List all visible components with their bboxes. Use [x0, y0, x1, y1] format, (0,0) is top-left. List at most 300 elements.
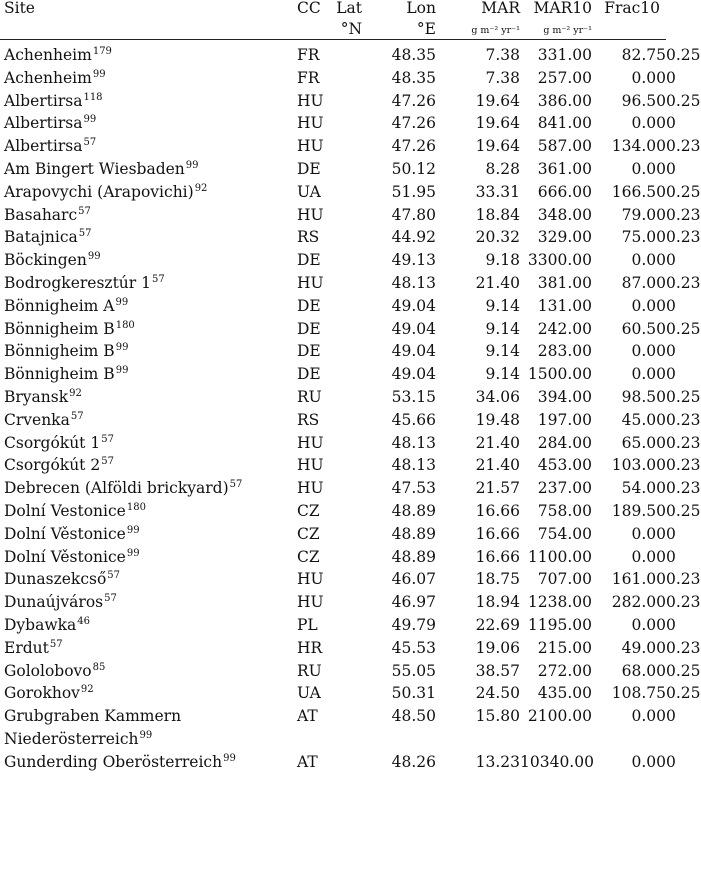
cell-site	[0, 637, 297, 660]
site-name: Csorgókút 2	[4, 456, 101, 475]
col-header-mar: MAR	[481, 0, 520, 17]
cell-country-code: HU	[297, 593, 324, 612]
cell-longitude: 16.66	[475, 547, 520, 566]
cell-longitude: 20.32	[475, 228, 520, 247]
cell-country-code: DE	[297, 159, 321, 178]
reference-number: 92	[69, 387, 82, 399]
cell-mar10: 282.00	[611, 593, 666, 612]
cell-mar: 381.00	[537, 273, 592, 292]
reference-number: 85	[92, 661, 106, 673]
cell-mar10: 68.00	[621, 661, 666, 680]
cell-mar10: 166.50	[611, 182, 666, 201]
site-name: Albertirsa	[4, 137, 83, 156]
cell-site	[0, 90, 297, 113]
site-name: Dunaújváros	[4, 593, 104, 612]
col-header-cc: CC	[297, 0, 321, 17]
cell-mar10: 108.75	[611, 684, 666, 703]
cell-latitude: 44.92	[391, 228, 436, 247]
reference-number: 57	[104, 593, 117, 605]
site-name: Dybawka	[4, 615, 77, 634]
cell-mar: 237.00	[537, 479, 592, 498]
cell-spacer	[333, 682, 362, 705]
cell-site	[0, 568, 297, 591]
cell-mar: 758.00	[537, 501, 592, 520]
cell-mar: 435.00	[537, 684, 592, 703]
site-name: Arapovychi (Arapovichi)	[4, 182, 194, 201]
cell-mar10: 49.00	[621, 638, 666, 657]
reference-number: 180	[115, 319, 135, 331]
cell-longitude: 19.48	[475, 410, 520, 429]
reference-number: 99	[115, 365, 129, 377]
cell-spacer	[333, 181, 362, 204]
cell-latitude: 53.15	[391, 387, 436, 406]
cell-mar: 394.00	[537, 387, 592, 406]
cell-country-code: RU	[297, 661, 322, 680]
cell-spacer	[333, 272, 362, 295]
cell-country-code: CZ	[297, 501, 320, 520]
reference-number: 57	[229, 479, 243, 491]
site-name: Gololobovo	[4, 661, 92, 680]
cell-longitude: 21.57	[475, 479, 520, 498]
cell-mar: 10340.00	[520, 752, 594, 771]
cell-country-code: HU	[297, 205, 324, 224]
table-row: Achenheim$^{179}$ FR 48.35 7.38 331.00 82.75 0.25	[0, 44, 666, 67]
cell-longitude: 19.64	[475, 114, 520, 133]
cell-site	[0, 409, 297, 432]
cell-spacer	[333, 386, 362, 409]
cell-site	[0, 432, 297, 455]
cell-longitude: 16.66	[475, 501, 520, 520]
table-row: Albertirsa$^{118}$ HU 47.26 19.64 386.00 96.50 0.25	[0, 90, 666, 113]
cell-site	[0, 614, 297, 637]
col-header-mar-unit: g m⁻² yr⁻¹	[471, 25, 520, 36]
site-name: Achenheim	[4, 46, 92, 64]
cell-latitude: 48.89	[391, 547, 436, 566]
cell-spacer	[333, 90, 362, 113]
cell-country-code: DE	[297, 342, 321, 361]
cell-longitude: 19.06	[475, 638, 520, 657]
cell-mar: 1195.00	[527, 615, 592, 634]
site-name: Albertirsa	[4, 91, 83, 110]
reference-number: 99	[92, 68, 106, 80]
table-row: Bönnigheim $A^{99}$ DE 49.04 9.14 131.00 0.00 0	[0, 295, 666, 318]
cell-longitude: 9.18	[485, 251, 520, 270]
table-row: Gorokhov$^{92}$ UA 50.31 24.50 435.00 108.75 0.25	[0, 682, 666, 705]
cell-site	[0, 682, 297, 705]
reference-number: 118	[83, 91, 103, 103]
cell-country-code: RS	[297, 410, 320, 429]
cell-country-code: HU	[297, 570, 324, 589]
site-name: Albertirsa	[4, 114, 83, 133]
reference-number: 99	[185, 159, 199, 171]
col-header-lon: Lon	[406, 0, 436, 17]
site-name: Dolní Věstonice	[4, 547, 126, 566]
table-row: Bönnigheim $B^{99}$ DE 49.04 9.14 1500.00 0.00 0	[0, 363, 666, 386]
reference-number: 57	[78, 228, 92, 240]
cell-site	[0, 318, 297, 341]
cell-country-code: RS	[297, 228, 320, 247]
cell-spacer	[333, 523, 362, 546]
cell-latitude: 49.04	[391, 319, 436, 338]
cell-site	[0, 272, 297, 295]
cell-mar: 331.00	[537, 46, 592, 64]
cell-mar: 386.00	[537, 91, 592, 110]
table-row: Bodrogkeresztúr $1^{57}$ HU 48.13 21.40 381.00 87.00 0.23	[0, 272, 666, 295]
table-row: Crvenka$^{57}$ RS 45.66 19.48 197.00 45.00 0.23	[0, 409, 666, 432]
cell-mar: 242.00	[537, 319, 592, 338]
cell-latitude: 49.13	[391, 251, 436, 270]
col-header-lat: Lat	[336, 0, 362, 17]
site-name: Grubgraben Kammern Niederösterreich	[4, 707, 182, 748]
cell-longitude: 13.23	[475, 752, 520, 771]
cell-longitude: 18.94	[475, 593, 520, 612]
cell-mar10: 0.00	[631, 296, 666, 315]
cell-mar: 361.00	[537, 159, 592, 178]
cell-country-code: DE	[297, 251, 321, 270]
cell-spacer	[333, 67, 362, 90]
reference-number: 57	[101, 456, 114, 468]
cell-latitude: 46.97	[391, 593, 436, 612]
cell-spacer	[333, 158, 362, 181]
col-header-lon-unit: °E	[416, 20, 436, 38]
site-name: Dolní Věstonice	[4, 524, 126, 543]
cell-country-code: HU	[297, 433, 324, 452]
table-row: Csorgókút $1^{57}$ HU 48.13 21.40 284.00 65.00 0.23	[0, 432, 666, 455]
table-row: Dybawka$^{46}$ PL 49.79 22.69 1195.00 0.00 0	[0, 614, 666, 637]
cell-country-code: RU	[297, 387, 322, 406]
cell-longitude: 19.64	[475, 91, 520, 110]
cell-country-code: DE	[297, 319, 321, 338]
cell-latitude: 51.95	[391, 182, 436, 201]
cell-mar10: 75.00	[621, 228, 666, 247]
cell-longitude: 24.50	[475, 684, 520, 703]
table-row: Csorgókút $2^{57}$ HU 48.13 21.40 453.00 103.00 0.23	[0, 454, 666, 477]
cell-mar10: 65.00	[621, 433, 666, 452]
cell-latitude: 47.26	[391, 91, 436, 110]
cell-site	[0, 112, 297, 135]
table-row: Debrecen (Alföldi brickyard)$^{57}$ HU 47.53 21.57 237.00 54.00 0.23	[0, 477, 666, 500]
table-row: Achenheim$^{99}$ FR 48.35 7.38 257.00 0.00 0	[0, 67, 666, 90]
cell-site	[0, 158, 297, 181]
cell-latitude: 55.05	[391, 661, 436, 680]
cell-mar10: 161.00	[611, 570, 666, 589]
cell-latitude: 46.07	[391, 570, 436, 589]
cell-mar10: 82.75	[621, 46, 666, 64]
cell-spacer	[333, 591, 362, 614]
cell-mar10: 60.50	[621, 319, 666, 338]
col-header-frac10: Frac10	[604, 0, 660, 17]
col-header-mar10: MAR10	[533, 0, 592, 17]
cell-longitude: 9.14	[485, 342, 520, 361]
site-name: Basaharc	[4, 205, 78, 224]
reference-number: 99	[223, 752, 236, 764]
cell-mar10: 0.00	[631, 365, 666, 384]
cell-site	[0, 44, 297, 67]
site-name: Bönnigheim B	[4, 342, 115, 361]
cell-latitude: 50.31	[391, 684, 436, 703]
cell-mar10: 54.00	[621, 479, 666, 498]
cell-latitude: 48.35	[391, 46, 436, 64]
cell-latitude: 48.13	[391, 433, 436, 452]
cell-spacer	[333, 660, 362, 683]
cell-latitude: 47.26	[391, 114, 436, 133]
cell-country-code: AT	[297, 752, 318, 771]
cell-longitude: 7.38	[485, 46, 520, 64]
cell-latitude: 50.12	[391, 159, 436, 178]
reference-number: 99	[126, 524, 140, 536]
cell-country-code: HR	[297, 638, 323, 657]
reference-number: 179	[92, 46, 112, 57]
cell-mar: 666.00	[537, 182, 592, 201]
table-row: Bönnigheim $B^{99}$ DE 49.04 9.14 283.00 0.00 0	[0, 340, 666, 363]
cell-country-code: CZ	[297, 547, 320, 566]
cell-latitude: 47.26	[391, 137, 436, 156]
cell-latitude: 48.89	[391, 524, 436, 543]
cell-spacer	[333, 751, 362, 774]
cell-mar: 131.00	[537, 296, 592, 315]
cell-longitude: 19.64	[475, 137, 520, 156]
cell-mar: 453.00	[537, 456, 592, 475]
cell-site	[0, 295, 297, 318]
site-name: Gorokhov	[4, 684, 80, 703]
cell-country-code: FR	[297, 46, 320, 64]
cell-spacer	[333, 340, 362, 363]
cell-site	[0, 660, 297, 683]
cell-longitude: 15.80	[475, 707, 520, 726]
cell-mar: 3300.00	[527, 251, 592, 270]
cell-spacer	[333, 432, 362, 455]
reference-number: 99	[83, 114, 97, 126]
cell-latitude: 48.35	[391, 68, 436, 87]
reference-number: 57	[83, 137, 97, 149]
col-header-lat-unit: °N	[340, 20, 362, 38]
cell-spacer	[333, 295, 362, 318]
cell-spacer	[333, 705, 362, 751]
cell-mar10: 103.00	[611, 456, 666, 475]
cell-spacer	[333, 112, 362, 135]
col-header-site: Site	[4, 0, 35, 17]
table-row: Dolní Věstonice$^{99}$ CZ 48.89 16.66 1100.00 0.00 0	[0, 546, 666, 569]
cell-mar10: 0.00	[631, 615, 666, 634]
cell-latitude: 49.04	[391, 342, 436, 361]
reference-number: 92	[194, 182, 208, 194]
reference-number: 57	[101, 433, 114, 445]
cell-site	[0, 751, 297, 774]
table-row: Bryansk$^{92}$ RU 53.15 34.06 394.00 98.50 0.25	[0, 386, 666, 409]
cell-longitude: 7.38	[485, 68, 520, 87]
cell-longitude: 21.40	[475, 273, 520, 292]
cell-mar: 1238.00	[527, 593, 592, 612]
reference-number: 180	[126, 501, 146, 513]
cell-mar10: 96.50	[621, 91, 666, 110]
cell-latitude: 47.80	[391, 205, 436, 224]
table-row: Bönnigheim $B^{180}$ DE 49.04 9.14 242.00 60.50 0.25	[0, 318, 666, 341]
table-row: Batajnica$^{57}$ RS 44.92 20.32 329.00 75.00 0.23	[0, 226, 666, 249]
reference-number: 99	[87, 251, 101, 263]
header-rule	[0, 39, 666, 40]
cell-mar: 841.00	[537, 114, 592, 133]
cell-mar10: 98.50	[621, 387, 666, 406]
cell-longitude: 16.66	[475, 524, 520, 543]
cell-site	[0, 454, 297, 477]
cell-country-code: HU	[297, 91, 324, 110]
cell-latitude: 49.04	[391, 365, 436, 384]
table-row: Am Bingert Wiesbaden$^{99}$ DE 50.12 8.28 361.00 0.00 0	[0, 158, 666, 181]
cell-spacer	[333, 568, 362, 591]
table-row: Dolní Vestonice$^{180}$ CZ 48.89 16.66 758.00 189.50 0.25	[0, 500, 666, 523]
cell-longitude: 18.75	[475, 570, 520, 589]
site-name: Csorgókút 1	[4, 433, 101, 452]
cell-mar: 257.00	[537, 68, 592, 87]
cell-mar10: 0.00	[631, 114, 666, 133]
site-table	[0, 44, 701, 774]
cell-spacer	[333, 500, 362, 523]
site-name: Dunaszekcső	[4, 570, 107, 589]
table-row: Albertirsa$^{57}$ HU 47.26 19.64 587.00 134.00 0.23	[0, 135, 666, 158]
cell-longitude: 9.14	[485, 319, 520, 338]
cell-site	[0, 249, 297, 272]
cell-longitude: 9.14	[485, 365, 520, 384]
cell-latitude: 48.13	[391, 273, 436, 292]
cell-country-code: DE	[297, 365, 321, 384]
cell-country-code: UA	[297, 684, 321, 703]
reference-number: 57	[78, 205, 91, 217]
cell-site	[0, 523, 297, 546]
cell-spacer	[333, 44, 362, 67]
table-header	[0, 0, 666, 40]
cell-latitude: 48.13	[391, 456, 436, 475]
cell-mar: 215.00	[537, 638, 592, 657]
cell-latitude: 45.53	[391, 638, 436, 657]
cell-site	[0, 340, 297, 363]
site-name: Bönnigheim B	[4, 319, 115, 338]
cell-spacer	[333, 363, 362, 386]
cell-spacer	[333, 226, 362, 249]
cell-mar: 754.00	[537, 524, 592, 543]
table-row: Dunaújváros$^{57}$ HU 46.97 18.94 1238.00 282.00 0.23	[0, 591, 666, 614]
cell-mar: 284.00	[537, 433, 592, 452]
cell-mar: 2100.00	[527, 707, 592, 726]
cell-country-code: CZ	[297, 524, 320, 543]
cell-latitude: 48.26	[391, 752, 436, 771]
table-row: Böckingen$^{99}$ DE 49.13 9.18 3300.00 0.00 0	[0, 249, 666, 272]
cell-country-code: HU	[297, 114, 324, 133]
cell-latitude: 48.89	[391, 501, 436, 520]
cell-country-code: DE	[297, 296, 321, 315]
cell-latitude: 49.04	[391, 296, 436, 315]
reference-number: 57	[49, 638, 63, 650]
cell-site	[0, 363, 297, 386]
cell-spacer	[333, 637, 362, 660]
cell-spacer	[333, 318, 362, 341]
cell-site	[0, 386, 297, 409]
cell-longitude: 33.31	[475, 182, 520, 201]
col-header-mar10-unit: g m⁻² yr⁻¹	[543, 25, 592, 36]
cell-spacer	[333, 135, 362, 158]
cell-mar10: 0.00	[631, 707, 666, 726]
cell-mar10: 0.00	[631, 251, 666, 270]
cell-latitude: 48.50	[391, 707, 436, 726]
site-name: Dolní Vestonice	[4, 501, 126, 520]
cell-country-code: AT	[297, 707, 318, 726]
cell-longitude: 8.28	[485, 159, 520, 178]
cell-site	[0, 226, 297, 249]
cell-site	[0, 135, 297, 158]
site-name: Achenheim	[4, 68, 92, 87]
cell-spacer	[333, 409, 362, 432]
cell-mar: 329.00	[537, 228, 592, 247]
site-name: Erdut	[4, 638, 49, 657]
cell-site	[0, 477, 297, 500]
table-row: Basaharc$^{57}$ HU 47.80 18.84 348.00 79.00 0.23	[0, 204, 666, 227]
cell-mar10: 134.00	[611, 137, 666, 156]
reference-number: 57	[107, 570, 121, 582]
site-name: Bodrogkeresztúr 1	[4, 273, 151, 292]
table-row: Gunderding Oberösterreich$^{99}$ AT 48.26 13.23 10340.00 0.00 0	[0, 751, 666, 774]
cell-mar10: 0.00	[631, 524, 666, 543]
cell-mar10: 189.50	[611, 501, 666, 520]
table-row: Albertirsa$^{99}$ HU 47.26 19.64 841.00 0.00 0	[0, 112, 666, 135]
reference-number: 99	[115, 342, 129, 354]
cell-mar10: 87.00	[621, 273, 666, 292]
cell-spacer	[333, 204, 362, 227]
cell-longitude: 21.40	[475, 456, 520, 475]
cell-site	[0, 500, 297, 523]
cell-longitude: 22.69	[475, 615, 520, 634]
cell-mar10: 0.00	[631, 68, 666, 87]
cell-mar10: 79.00	[621, 205, 666, 224]
cell-latitude: 49.79	[391, 615, 436, 634]
cell-site	[0, 546, 297, 569]
table-row: Dolní Věstonice$^{99}$ CZ 48.89 16.66 754.00 0.00 0	[0, 523, 666, 546]
table-body	[0, 44, 701, 774]
cell-mar: 587.00	[537, 137, 592, 156]
cell-latitude: 45.66	[391, 410, 436, 429]
reference-number: 99	[126, 547, 140, 559]
cell-spacer	[333, 614, 362, 637]
cell-spacer	[333, 477, 362, 500]
cell-mar: 1100.00	[527, 547, 592, 566]
cell-spacer	[333, 454, 362, 477]
cell-country-code: PL	[297, 615, 318, 634]
cell-mar: 348.00	[537, 205, 592, 224]
cell-mar: 283.00	[537, 342, 592, 361]
site-name: Am Bingert Wiesbaden	[4, 159, 185, 178]
cell-site	[0, 181, 297, 204]
cell-latitude: 47.53	[391, 479, 436, 498]
cell-mar10: 45.00	[621, 410, 666, 429]
cell-country-code: HU	[297, 137, 324, 156]
cell-longitude: 34.06	[475, 387, 520, 406]
cell-longitude: 38.57	[475, 661, 520, 680]
reference-number: 57	[152, 273, 165, 285]
cell-country-code: HU	[297, 273, 324, 292]
site-name: Gunderding Oberösterreich	[4, 752, 223, 771]
cell-site	[0, 705, 297, 751]
reference-number: 57	[70, 410, 84, 422]
cell-country-code: HU	[297, 479, 324, 498]
site-name: Bönnigheim B	[4, 365, 115, 384]
table-row: Dunaszekcső$^{57}$ HU 46.07 18.75 707.00 161.00 0.23	[0, 568, 666, 591]
cell-site	[0, 204, 297, 227]
site-name: Batajnica	[4, 228, 78, 247]
cell-country-code: FR	[297, 68, 320, 87]
reference-number: 99	[115, 296, 129, 308]
cell-mar: 272.00	[537, 661, 592, 680]
reference-number: 99	[139, 729, 153, 741]
cell-country-code: UA	[297, 182, 321, 201]
table-row: Grubgraben Kammern Niederösterreich$^{99}$ AT 48.50 15.80 2100.00 0.00 0	[0, 705, 666, 751]
